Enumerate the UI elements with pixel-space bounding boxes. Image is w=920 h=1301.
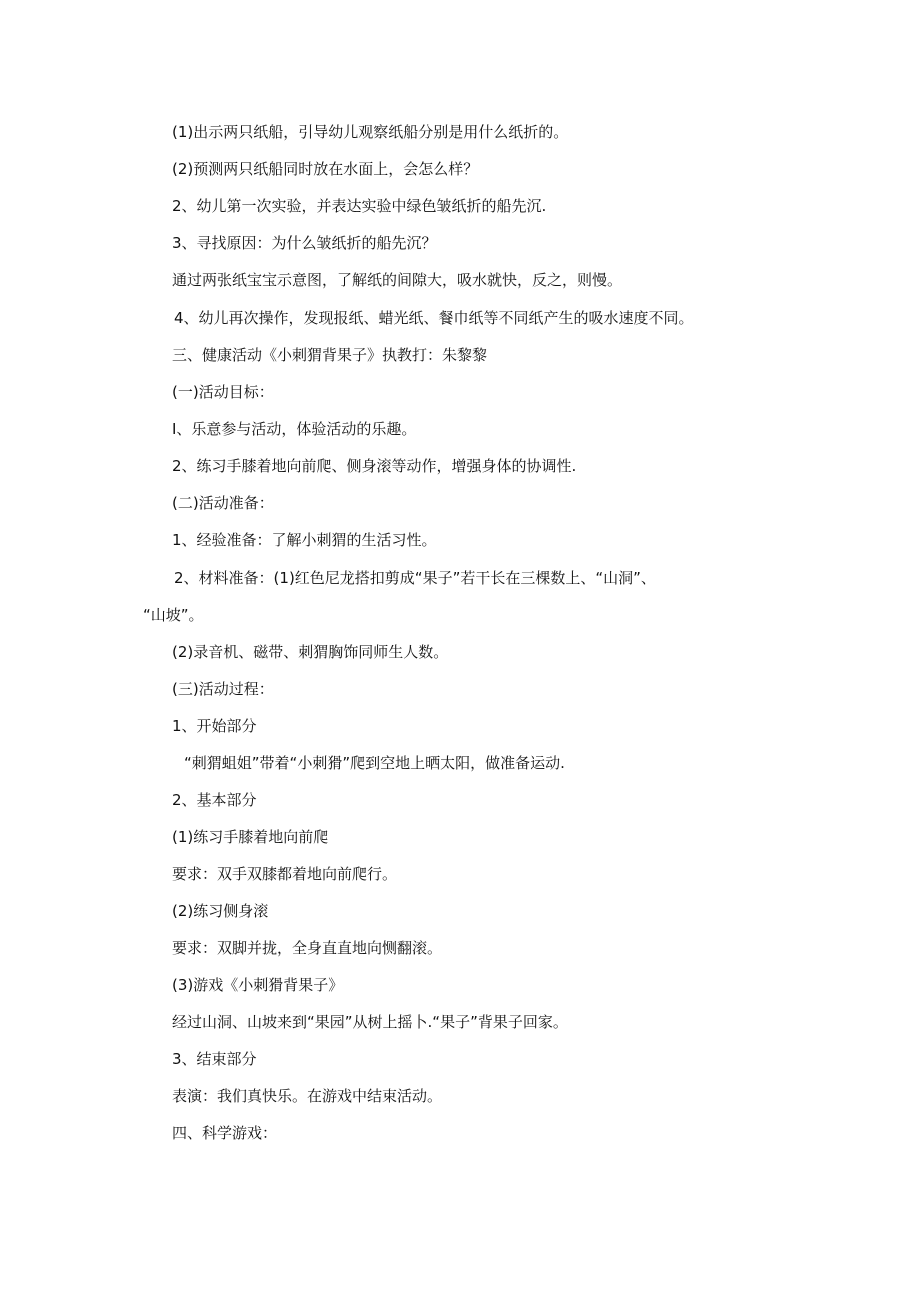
text-line: “刺猬蛆姐”带着“小刺猾”爬到空地上晒太阳，做准备运动. [184, 754, 565, 772]
subsection-heading: (三)活动过程： [172, 680, 274, 698]
text-line: (1)出示两只纸船，引导幼儿观察纸船分别是用什么纸折的。 [172, 123, 569, 141]
subsection-heading: (二)活动准备： [172, 494, 274, 512]
text-line: 1、开始部分 [172, 717, 257, 735]
text-line: (2)录音机、磁带、刺猬胸饰同师生人数。 [172, 643, 449, 661]
text-line: 4、幼儿再次操作，发现报纸、蜡光纸、餐巾纸等不同纸产生的吸水速度不同。 [174, 309, 694, 327]
section-heading: 三、健康活动《小刺猬背果子》执教打：朱黎黎 [172, 346, 488, 364]
text-line: (2)练习侧身滚 [172, 902, 269, 920]
text-line: 经过山洞、山坡来到“果园”从树上摇卜.“果子”背果子回家。 [172, 1013, 568, 1031]
subsection-heading: (一)活动目标： [172, 383, 274, 401]
text-line: 3、寻找原因：为什么皱纸折的船先沉？ [172, 234, 437, 252]
text-line: 2、幼儿第一次实验，并表达实验中绿色皱纸折的船先沉. [172, 197, 547, 215]
text-line: 2、练习手膝着地向前爬、侧身滚等动作，增强身体的协调性. [172, 457, 577, 475]
text-line: 要求：双手双膝都着地向前爬行。 [172, 865, 398, 883]
text-line: 要求：双脚并拢，全身直直地向恻翻滚。 [172, 939, 443, 957]
section-heading: 四、科学游戏： [172, 1124, 278, 1142]
text-line: 2、基本部分 [172, 791, 257, 809]
text-line: 通过两张纸宝宝示意图，了解纸的间隙大，吸水就快，反之，则慢。 [172, 271, 623, 289]
text-line: 3、结束部分 [172, 1050, 257, 1068]
text-line: (2)预测两只纸船同时放在水面上，会怎么样？ [172, 160, 479, 178]
text-line: (1)练习手膝着地向前爬 [172, 828, 329, 846]
text-line: 2、材料准备：(1)红色尼龙搭扣剪成“果子”若干长在三棵数上、“山洞”、 [174, 569, 656, 587]
text-line: 1、经验准备：了解小刺猬的生活习性。 [172, 531, 437, 549]
text-line: (3)游戏《小刺猾背果子》 [172, 976, 344, 994]
text-line: I、乐意参与活动，体验活动的乐趣。 [172, 420, 417, 438]
text-line-continuation: “山坡”。 [143, 606, 204, 624]
text-line: 表演：我们真快乐。在游戏中结束活动。 [172, 1087, 443, 1105]
